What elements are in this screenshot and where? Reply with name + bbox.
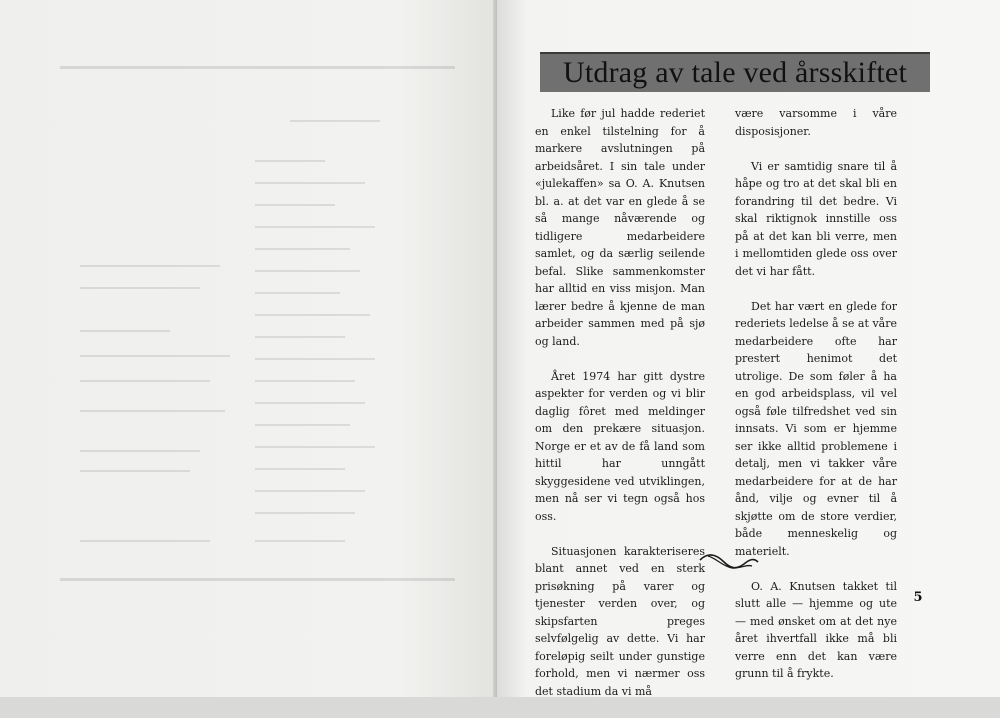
left-page <box>0 0 497 697</box>
text-column-right <box>735 105 897 700</box>
paragraph: være varsomme i våre disposisjoner. <box>735 107 897 138</box>
paragraph: O. A. Knutsen takket til slutt alle — hjemme og ute — med ønsket om at det nye året ihvertfall ikke må bli verre enn det kan være grunn til å frykte. <box>735 579 897 680</box>
paragraph: Året 1974 har gitt dystre aspekter for verden og vi blir daglig fôret med meldinger om den prekære situasjon. Norge er et av de få land som hittil har unngått skyggesidene ved utviklingen, men nå ser vi tegn også hos oss. <box>535 369 705 523</box>
article-title: Utdrag av tale ved årsskiftet <box>562 56 907 89</box>
wave-flourish-icon <box>698 550 760 574</box>
paragraph: Vi er samtidig snare til å håpe og tro at det skal bli en forandring til det bedre. Vi skal riktignok innstille oss på at det kan bli verre, men i mellomtiden glede oss over det vi har fått. <box>735 159 897 278</box>
paragraph: Like før jul hadde rederiet en enkel tilstelning for å markere avslutningen på arbeidsåret. I sin tale under «julekaffen» sa O. A. Knutsen bl. a. at det var en glede å se så mange nåværende og tidligere medarbeidere samlet, og da særlig seilende befal. Slike sammenkomster har alltid en viss misjon. Man lærer bedre å kjenne de man arbeider sammen med på sjø og land. <box>535 107 705 348</box>
page-number: 5 <box>913 590 923 605</box>
text-column-left <box>535 105 705 718</box>
show-through-texture <box>0 0 497 697</box>
paragraph: Situasjonen karakteriseres blant annet ved en sterk prisøkning på varer og tjenester verden over, og skipsfarten preges selvfølgelig av dette. Vi har foreløpig seilt under gunstige forhold, men vi nærmer oss det stadium da vi må <box>535 544 705 698</box>
paragraph: Det har vært en glede for rederiets ledelse å se at våre medarbeidere ofte har prestert henimot det utrolige. De som føler å ha en god arbeidsplass, vil vel også føle tilfredshet ved sin innsats. Vi som er hjemme ser ikke alltid problemene i detalj, men vi takker våre medarbeidere for at de har ånd, vilje og evner til å skjøtte om de store verdier, både menneskelig og materielt. <box>735 299 897 558</box>
article-title-bar <box>540 52 930 92</box>
